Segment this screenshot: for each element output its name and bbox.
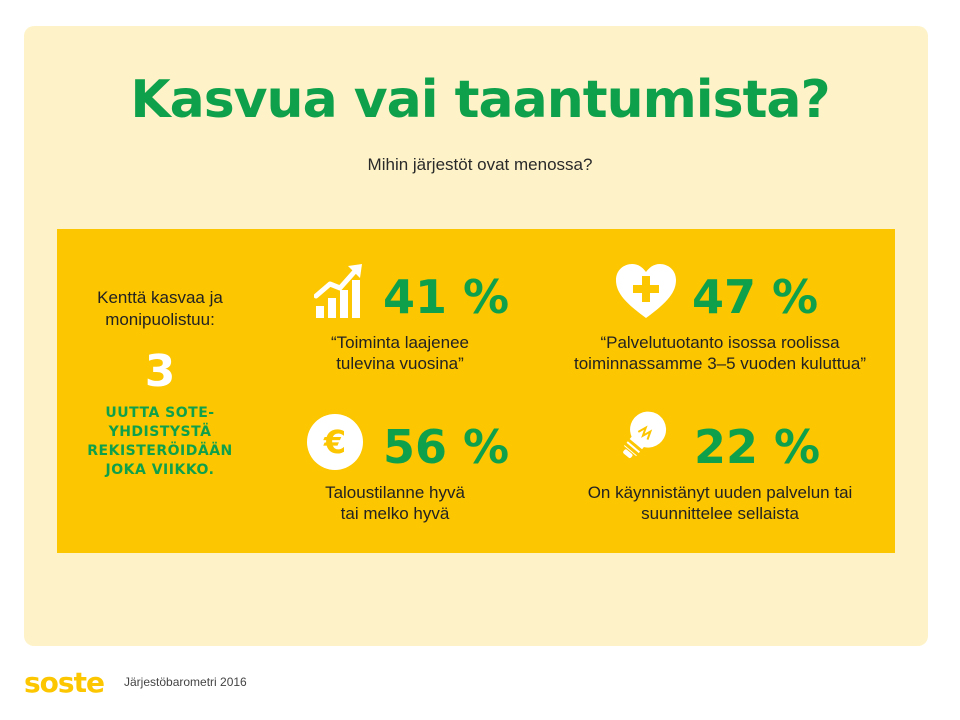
summary-caption-line: UUTTA SOTE- (105, 405, 215, 421)
stat-description-line: “Toiminta laajenee (331, 333, 469, 352)
euro-coin-icon (306, 413, 364, 471)
summary-lead (80, 287, 240, 331)
stat-value: 47 % (692, 270, 819, 324)
source-caption: Järjestöbarometri 2016 (124, 675, 247, 689)
summary-big-number: 3 (144, 346, 176, 397)
lightbulb-icon (604, 405, 678, 471)
summary-caption-line: JOKA VIIKKO. (105, 462, 215, 478)
summary-lead-line: monipuolistuu: (105, 310, 215, 329)
svg-text:€: € (323, 423, 347, 461)
heart-plus-icon (614, 262, 678, 320)
stat-description (290, 332, 510, 374)
page-title: Kasvua vai taantumista? (130, 70, 830, 130)
stat-description-line: suunnittelee sellaista (641, 504, 799, 523)
stat-value: 41 % (383, 270, 510, 324)
stat-description (290, 482, 500, 524)
summary-lead-line: Kenttä kasvaa ja (97, 288, 223, 307)
summary-caption-line: YHDISTYSTÄ (108, 424, 212, 440)
stat-description (560, 482, 880, 524)
summary-caption (80, 404, 240, 480)
growth-chart-icon (314, 262, 366, 320)
summary-caption-line: REKISTERÖIDÄÄN (87, 443, 233, 459)
stat-description-line: On käynnistänyt uuden palvelun tai (587, 483, 853, 502)
stat-description (550, 332, 890, 374)
soste-logo: soste (24, 666, 104, 699)
stat-value: 22 % (694, 420, 821, 474)
stat-description-line: toiminnassamme 3–5 vuoden kuluttua” (574, 354, 866, 373)
stat-description-line: tulevina vuosina” (336, 354, 464, 373)
stat-description-line: tai melko hyvä (340, 504, 450, 523)
page-subtitle: Mihin järjestöt ovat menossa? (367, 155, 593, 174)
stat-description-line: “Palvelutuotanto isossa roolissa (600, 333, 840, 352)
stat-description-line: Taloustilanne hyvä (325, 483, 465, 502)
stat-value: 56 % (383, 420, 510, 474)
